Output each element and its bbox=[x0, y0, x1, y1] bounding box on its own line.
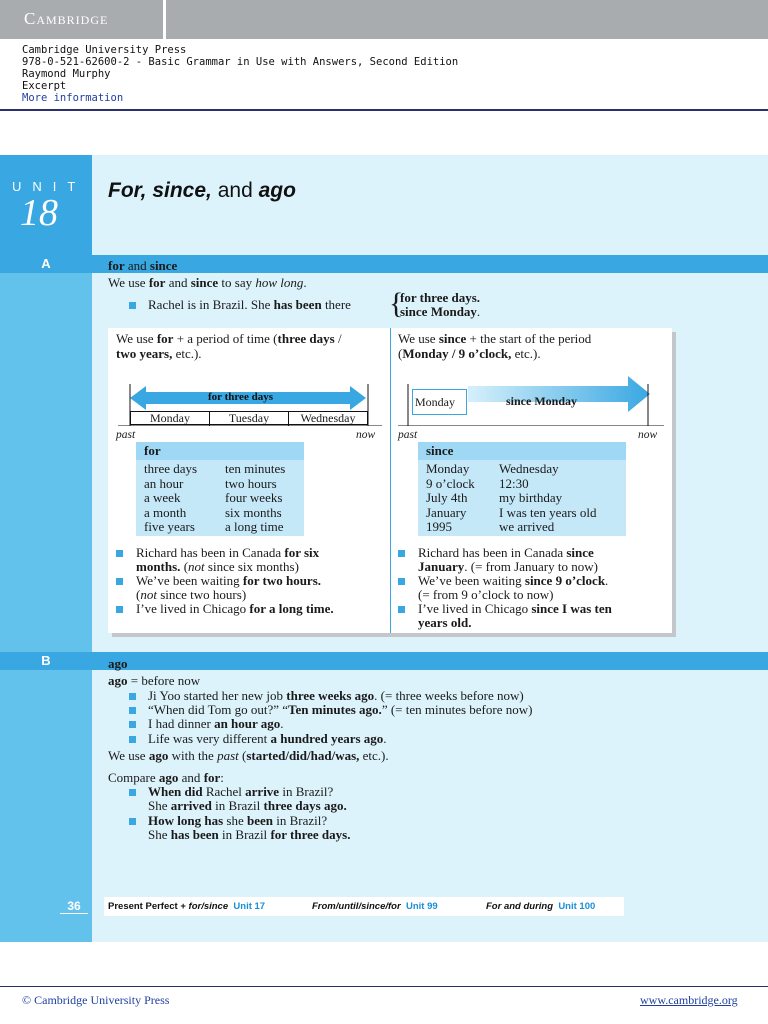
compare-question-1: When did Rachel arrive in Brazil? bbox=[148, 784, 334, 799]
more-information-link[interactable]: More information bbox=[22, 92, 124, 104]
section-a-example: Rachel is in Brazil. She has been there bbox=[148, 297, 351, 312]
table-cell: two hours bbox=[225, 475, 277, 491]
since-example-2: We’ve been waiting since 9 o’clock. bbox=[418, 573, 609, 588]
cross-reference-3[interactable]: For and during Unit 100 bbox=[486, 901, 596, 912]
for-timeline-label: for three days bbox=[208, 391, 273, 403]
for-example-2: We’ve been waiting for two hours. bbox=[136, 573, 322, 588]
for-example-3: I’ve lived in Chicago for a long time. bbox=[136, 601, 334, 616]
table-cell: five years bbox=[144, 519, 195, 534]
table-cell: six months bbox=[225, 504, 282, 520]
bullet-icon bbox=[129, 302, 136, 309]
ago-example-3: I had dinner an hour ago. bbox=[148, 716, 284, 731]
bullet-icon bbox=[129, 721, 136, 728]
cross-reference-bar bbox=[104, 897, 624, 916]
bullet-icon bbox=[116, 578, 123, 585]
unit-title: For, since, and ago bbox=[108, 179, 296, 202]
table-cell: three days bbox=[144, 461, 198, 476]
table-cell: 12:30 bbox=[499, 475, 529, 491]
table-cell: my birthday bbox=[499, 490, 563, 505]
compare-question-2: How long has she been in Brazil? bbox=[148, 813, 328, 828]
bullet-icon bbox=[129, 707, 136, 714]
table-cell: I was ten years old bbox=[499, 504, 597, 520]
compare-answer-1: She arrived in Brazil three days ago. bbox=[148, 798, 347, 813]
ago-example-1: Ji Yoo started her new job three weeks ago. (= three weeks before now) bbox=[148, 688, 524, 703]
section-b-heading: ago bbox=[108, 656, 128, 671]
excerpt-label: Excerpt bbox=[22, 80, 67, 92]
for-days-row bbox=[130, 411, 368, 425]
since-table-head: since bbox=[426, 443, 454, 458]
since-now-label: now bbox=[638, 429, 658, 441]
brace-icon: { bbox=[389, 287, 404, 320]
for-since-comparison-box bbox=[108, 328, 672, 633]
footer-divider bbox=[0, 986, 768, 987]
header-divider bbox=[0, 109, 768, 111]
for-table-head: for bbox=[144, 443, 161, 458]
table-cell: January bbox=[426, 504, 467, 520]
book-metadata bbox=[22, 44, 458, 104]
website-link[interactable]: www.cambridge.org bbox=[640, 993, 738, 1007]
since-start-box bbox=[412, 389, 467, 415]
for-explanation-line-2: two years, etc.). bbox=[116, 346, 202, 361]
since-example-2-cont: (= from 9 o’clock to now) bbox=[418, 587, 554, 602]
day-cell: Monday bbox=[131, 411, 210, 426]
since-explanation-line-1: We use since + the start of the period bbox=[398, 331, 592, 346]
for-example-1-cont: months. (not since six months) bbox=[136, 559, 299, 574]
since-table-col-2 bbox=[499, 462, 596, 535]
bullet-icon bbox=[129, 789, 136, 796]
table-cell: a month bbox=[144, 504, 187, 520]
for-past-label: past bbox=[116, 429, 136, 441]
since-example-1: Richard has been in Canada since bbox=[418, 545, 594, 560]
since-start-day: Monday bbox=[415, 395, 455, 409]
for-table-col-2 bbox=[225, 462, 285, 535]
section-b-letter: B bbox=[41, 653, 51, 668]
table-cell: Wednesday bbox=[499, 461, 559, 476]
table-cell: ten minutes bbox=[225, 461, 286, 476]
bullet-icon bbox=[116, 550, 123, 557]
table-cell: an hour bbox=[144, 475, 184, 491]
bullet-icon bbox=[398, 550, 405, 557]
table-cell: a week bbox=[144, 490, 181, 505]
ago-definition: ago = before now bbox=[108, 673, 201, 688]
ago-example-4: Life was very different a hundred years ago. bbox=[148, 731, 387, 746]
table-cell: a long time bbox=[225, 519, 284, 534]
bullet-icon bbox=[398, 578, 405, 585]
since-explanation-line-2: (Monday / 9 o’clock, etc.). bbox=[398, 346, 541, 361]
brace-line-2: since Monday. bbox=[400, 304, 481, 319]
for-table-col-1 bbox=[144, 462, 197, 535]
author: Raymond Murphy bbox=[22, 68, 111, 80]
cambridge-logo[interactable]: Cambridge bbox=[0, 0, 166, 39]
table-cell: 1995 bbox=[426, 519, 452, 534]
bullet-icon bbox=[398, 606, 405, 613]
isbn-title: 978-0-521-62600-2 - Basic Grammar in Use with Answers, Second Edition bbox=[22, 56, 459, 68]
bullet-icon bbox=[116, 606, 123, 613]
section-a-intro: We use for and since to say how long. bbox=[108, 275, 307, 290]
for-example-2-cont: (not since two hours) bbox=[136, 587, 247, 602]
table-cell: 9 o’clock bbox=[426, 475, 475, 491]
since-past-label: past bbox=[398, 429, 418, 441]
since-timeline-label: since Monday bbox=[506, 394, 578, 408]
day-cell: Tuesday bbox=[210, 411, 289, 426]
table-cell: four weeks bbox=[225, 490, 283, 505]
for-explanation-line-1: We use for + a period of time (three days / bbox=[116, 331, 342, 346]
brace-line-1: for three days. bbox=[400, 290, 481, 305]
cross-reference-1[interactable]: Present Perfect + for/since Unit 17 bbox=[108, 901, 266, 912]
unit-label: UNIT bbox=[12, 179, 87, 194]
bullet-icon bbox=[129, 693, 136, 700]
ago-past-rule: We use ago with the past (started/did/had/was, etc.). bbox=[108, 748, 389, 763]
ago-example-2: “When did Tom go out?” “Ten minutes ago.” (= ten minutes before now) bbox=[148, 702, 533, 717]
since-example-3: I’ve lived in Chicago since I was ten bbox=[418, 601, 612, 616]
unit-badge bbox=[0, 155, 92, 255]
table-cell: Monday bbox=[426, 461, 470, 476]
copyright-link[interactable]: © Cambridge University Press bbox=[22, 993, 170, 1007]
table-header bbox=[136, 442, 304, 460]
day-cell: Wednesday bbox=[300, 411, 356, 425]
for-example-1: Richard has been in Canada for six bbox=[136, 545, 320, 560]
bullet-icon bbox=[129, 818, 136, 825]
for-now-label: now bbox=[356, 429, 376, 441]
for-expressions-table bbox=[136, 442, 304, 536]
section-a-heading: for and since bbox=[108, 258, 178, 273]
since-example-3-cont: years old. bbox=[418, 615, 472, 630]
since-expressions-table bbox=[418, 442, 626, 536]
page-number: 36 bbox=[60, 899, 88, 914]
publisher: Cambridge University Press bbox=[22, 44, 187, 56]
table-cell: we arrived bbox=[499, 519, 555, 534]
compare-intro: Compare ago and for: bbox=[108, 770, 224, 785]
bullet-icon bbox=[129, 736, 136, 743]
table-cell: July 4th bbox=[426, 490, 468, 505]
since-table-col-1 bbox=[426, 462, 475, 535]
header-bar bbox=[0, 0, 768, 39]
compare-answer-2: She has been in Brazil for three days. bbox=[148, 827, 351, 842]
cross-reference-2[interactable]: From/until/since/for Unit 99 bbox=[312, 901, 438, 912]
unit-number: 18 bbox=[20, 192, 58, 234]
page-sidebar bbox=[0, 155, 92, 942]
section-a-letter: A bbox=[41, 256, 51, 271]
since-example-1-cont: January. (= from January to now) bbox=[418, 559, 598, 574]
book-page bbox=[0, 155, 768, 942]
